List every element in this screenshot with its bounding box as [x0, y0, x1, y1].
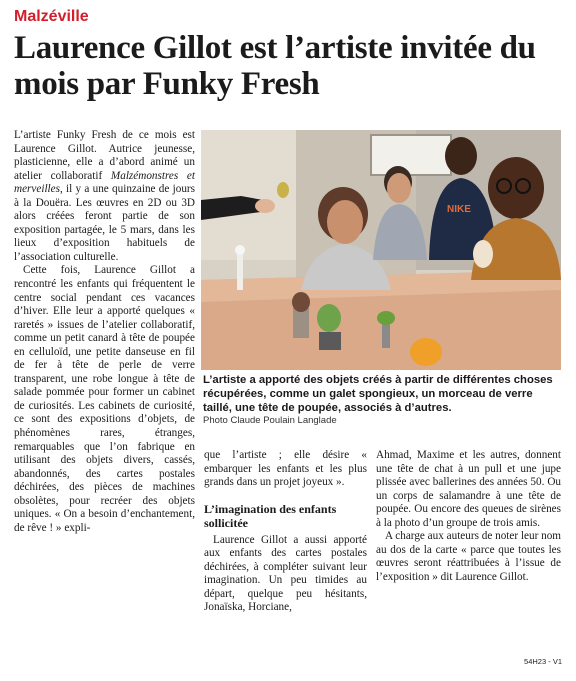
page-reference: 54H23 - V1: [524, 657, 562, 666]
paragraph-1: L’artiste Funky Fresh de ce mois est Laurence Gillot. Autrice jeunesse, plasticienne, elle a d’abord animé un atelier collaboratif Malzémonstres et merveilles, il y a une quinzaine de jours à la Douëra. Les œuvres en 2D ou 3D alors créées feront partie de son exposition partagée, le 5 mars, dans les lieux d’exposition habituels de l’association culturelle.: [14, 129, 195, 263]
paragraph-4: Ahmad, Maxime et les autres, donnent une tête de chat à un pull et une jupe plissée avec ballerines des années 50. Ou un corps de salamandre à une tête de poupée. Ou encore des queues de sirènes à la photo d’un groupe de trois amis.: [376, 449, 561, 529]
article-photo: [201, 130, 561, 370]
paragraph-continuation: que l’artiste ; elle désire « embarquer les enfants et les plus grands dans un projet joyeux ».: [204, 449, 367, 489]
headline: Laurence Gillot est l’artiste invitée du mois par Funky Fresh: [14, 30, 536, 102]
photo-credit: Photo Claude Poulain Langlade: [203, 415, 337, 426]
paragraph-2: Cette fois, Laurence Gillot a rencontré les enfants qui fréquentent le centre social pendant ces vacances d’hiver. Elle leur a apporté quelques « raretés » issues de l’atelier collaboratif, comme un petit canard à tête de poupée en celluloïd, une petite danseuse en fil de fer à tête de perle de verre transparent, une robe longue à tête de salade pommée pour former un cabinet de curiosités. Les cabinets de curiosité, ce sont des expositions d’objets, de phénomènes rares, étranges, remarquables que l’on fabrique en utilisant des objets divers, cassés, abandonnés, des cartes postales déchirées, des pièces de machines obsolètes, pour recréer des objets uniques. « On a besoin d’enchantement, de rêve ! » expli-: [14, 264, 195, 534]
subheading: L’imagination des enfants sollicitée: [204, 501, 337, 530]
section-kicker: Malzéville: [14, 8, 89, 25]
shirt-logo: NIKE: [447, 204, 471, 215]
article-column-3: [376, 449, 561, 584]
article-column-2: [204, 449, 367, 615]
paragraph-5: A charge aux auteurs de noter leur nom au dos de la carte « parce que toutes les œuvres seront réattribuées à l’issue de l’exposition » dit Laurence Gillot.: [376, 530, 561, 583]
article-column-1: [14, 129, 195, 535]
photo-caption: L’artiste a apporté des objets créés à partir de différentes choses récupérées, comme un galet spongieux, un morceau de verre taillé, une tête de poupée, associés à d’autres.: [203, 374, 553, 414]
paragraph-3: Laurence Gillot a aussi apporté aux enfants des cartes postales déchirées, à compléter suivant leur imagination. Un peu timides au départ, quelque peu hésitants, Jonaïska, Horciane,: [204, 533, 367, 614]
